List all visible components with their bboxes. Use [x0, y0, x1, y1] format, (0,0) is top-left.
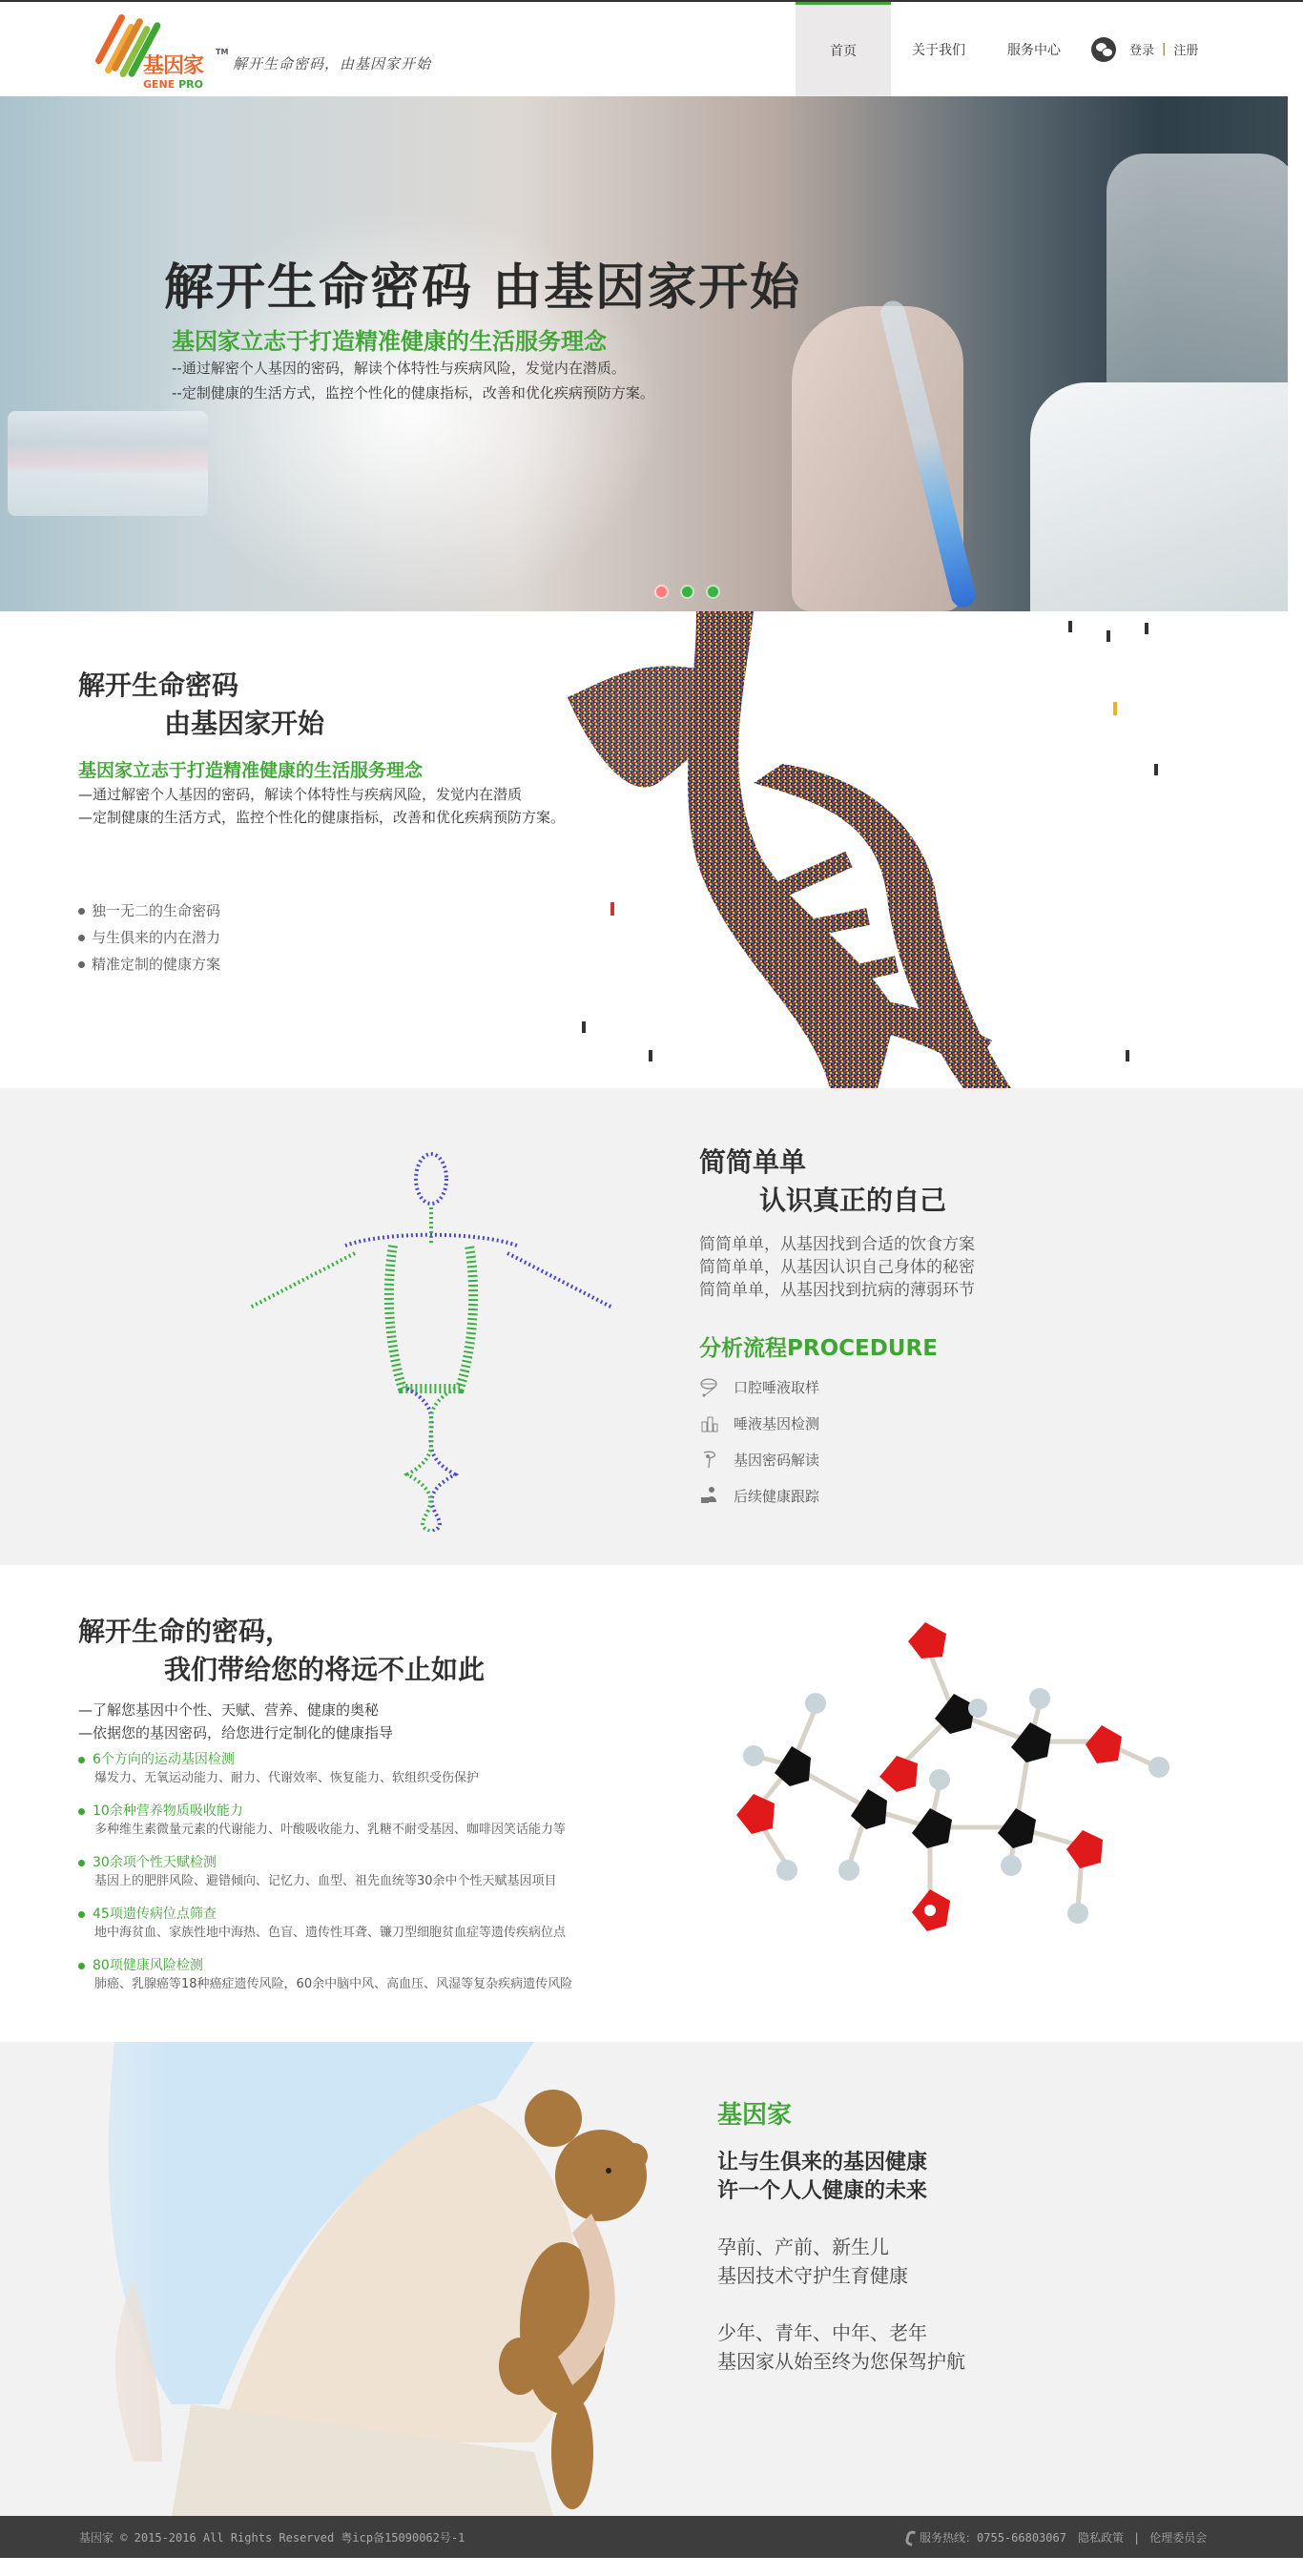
slogan: 解开生命密码，由基因家开始	[233, 55, 432, 72]
family-brand: 基因家	[717, 2101, 793, 2130]
ethics-link[interactable]: 伦理委员会	[1149, 2531, 1208, 2545]
hero-subtitle: 基因家立志于打造精准健康的生活服务理念	[172, 328, 607, 355]
list-item: 后续健康跟踪	[699, 1477, 819, 1514]
feature-list	[78, 1750, 572, 2008]
nav-home[interactable]: 首页	[796, 2, 891, 96]
hero-banner	[0, 96, 1288, 611]
page-bottom	[0, 2558, 1303, 2576]
list-item: 6个方向的运动基因检测 爆发力、无氧运动能力、耐力、代谢效率、恢复能力、软组织受伤保护	[78, 1750, 572, 1788]
more-heading-line1: 解开生命的密码，	[78, 1616, 293, 1647]
wechat-icon[interactable]	[1091, 37, 1116, 62]
family-paragraph: 孕前、产前、新生儿 基因技术守护生育健康	[717, 2236, 908, 2287]
list-item: 30余项个性天赋检测 基因上的肥胖风险、避错倾向、记忆力、血型、祖先血统等30余中个性天赋基因项目	[78, 1853, 572, 1891]
hero-line: --定制健康的生活方式，监控个性化的健康指标，改善和优化疾病预防方案。	[172, 384, 654, 402]
hotline-label: 服务热线：	[920, 2531, 978, 2545]
more-section	[0, 1565, 1303, 2042]
simple-heading-line2: 认识真正的自己	[759, 1185, 947, 1216]
carousel-dot[interactable]	[706, 585, 720, 599]
list-item: 80项健康风险检测 肺癌、乳腺癌等18种癌症遗传风险，60余中脑中风、高血压、风湿等复杂疾病遗传风险	[78, 1956, 572, 1994]
list-item: 唾液基因检测	[699, 1405, 819, 1441]
separator: |	[1162, 42, 1167, 56]
register-link[interactable]: 注册	[1173, 44, 1199, 58]
saliva-sampling-icon	[699, 1376, 720, 1397]
logo-name-en: GENE PRO	[143, 78, 203, 91]
hotline-number: 0755-66803067	[977, 2530, 1066, 2545]
carousel-dot[interactable]	[680, 585, 694, 599]
intro-heading-line2: 由基因家开始	[164, 708, 325, 739]
intro-subheading: 基因家立志于打造精准健康的生活服务理念	[78, 760, 424, 781]
molecule-image	[696, 1603, 1211, 1985]
family-paragraph: 少年、青年、中年、老年 基因家从始至终为您保驾护航	[717, 2321, 965, 2373]
list-item: 与生俱来的内在潜力	[78, 924, 220, 951]
nav-about[interactable]: 关于我们	[912, 42, 965, 58]
logo-name-cn: 基因家	[143, 54, 204, 78]
hero-title: 解开生命密码 由基因家开始	[164, 259, 802, 317]
carousel-dot[interactable]	[654, 585, 669, 599]
health-tracking-icon	[699, 1485, 720, 1506]
intro-bullets	[78, 897, 220, 978]
list-item: 口腔唾液取样	[699, 1369, 819, 1405]
dna-crowd-image	[534, 611, 1202, 1088]
logo[interactable]	[78, 10, 229, 91]
family-section	[0, 2042, 1303, 2516]
simple-section	[0, 1088, 1303, 1565]
lab-test-icon	[699, 1412, 720, 1433]
intro-paragraph: —通过解密个人基因的密码，解读个体特性与疾病风险，发觉内在潜质 —定制健康的生活方式，监控个性化的健康指标，改善和优化疾病预防方案。	[78, 786, 566, 826]
auth-links	[1129, 40, 1198, 58]
simple-heading-line1: 简简单单	[699, 1146, 807, 1178]
more-heading-line2: 我们带给您的将远不止如此	[164, 1654, 486, 1685]
hero-line: --通过解密个人基因的密码，解读个体特性与疾病风险，发觉内在潜质。	[172, 360, 626, 377]
nav-service[interactable]: 服务中心	[1007, 42, 1061, 58]
site-footer	[0, 2516, 1303, 2558]
intro-heading-line1: 解开生命密码	[78, 670, 239, 701]
list-item: 精准定制的健康方案	[78, 951, 220, 978]
trademark: TM	[216, 48, 229, 56]
main-nav	[796, 2, 1198, 96]
separator: |	[1132, 2530, 1141, 2545]
carousel-dots	[654, 585, 720, 599]
simple-lines: 简简单单，从基因找到合适的饮食方案 简简单单，从基因认识自己身体的秘密 简简单单，从基因找到抗病的薄弱环节	[699, 1235, 975, 1300]
procedure-steps	[699, 1369, 819, 1514]
dna-human-image	[250, 1141, 612, 1532]
dna-decode-icon	[699, 1449, 720, 1470]
privacy-link[interactable]: 隐私政策	[1077, 2531, 1124, 2545]
list-item: 10余种营养物质吸收能力 多种维生素微量元素的代谢能力、叶酸吸收能力、乳糖不耐受基因、咖啡因笑话能力等	[78, 1802, 572, 1840]
more-intro: —了解您基因中个性、天赋、营养、健康的奥秘 —依据您的基因密码，给您进行定制化的健康指导	[78, 1701, 394, 1741]
petri-dish-image	[8, 411, 208, 516]
page-edge	[1288, 96, 1303, 611]
copyright: 基因家 © 2015-2016 All Rights Reserved 粤icp备15090062号-1	[79, 2531, 465, 2545]
procedure-title: 分析流程PROCEDURE	[699, 1336, 938, 1361]
lab-coat-image	[1030, 382, 1288, 611]
login-link[interactable]: 登录	[1129, 44, 1155, 58]
pregnancy-image	[0, 2042, 687, 2516]
footer-links	[906, 2529, 1207, 2545]
site-header	[0, 2, 1303, 96]
family-tagline: 让与生俱来的基因健康 许一个人人健康的未来	[717, 2151, 928, 2203]
list-item: 45项遗传病位点筛查 地中海贫血、家族性地中海热、色盲、遗传性耳聋、镰刀型细胞贫血症等遗传疾病位点	[78, 1905, 572, 1943]
list-item: 基因密码解读	[699, 1441, 819, 1477]
intro-section	[0, 611, 1303, 1088]
phone-icon	[904, 2529, 916, 2546]
list-item: 独一无二的生命密码	[78, 897, 220, 924]
